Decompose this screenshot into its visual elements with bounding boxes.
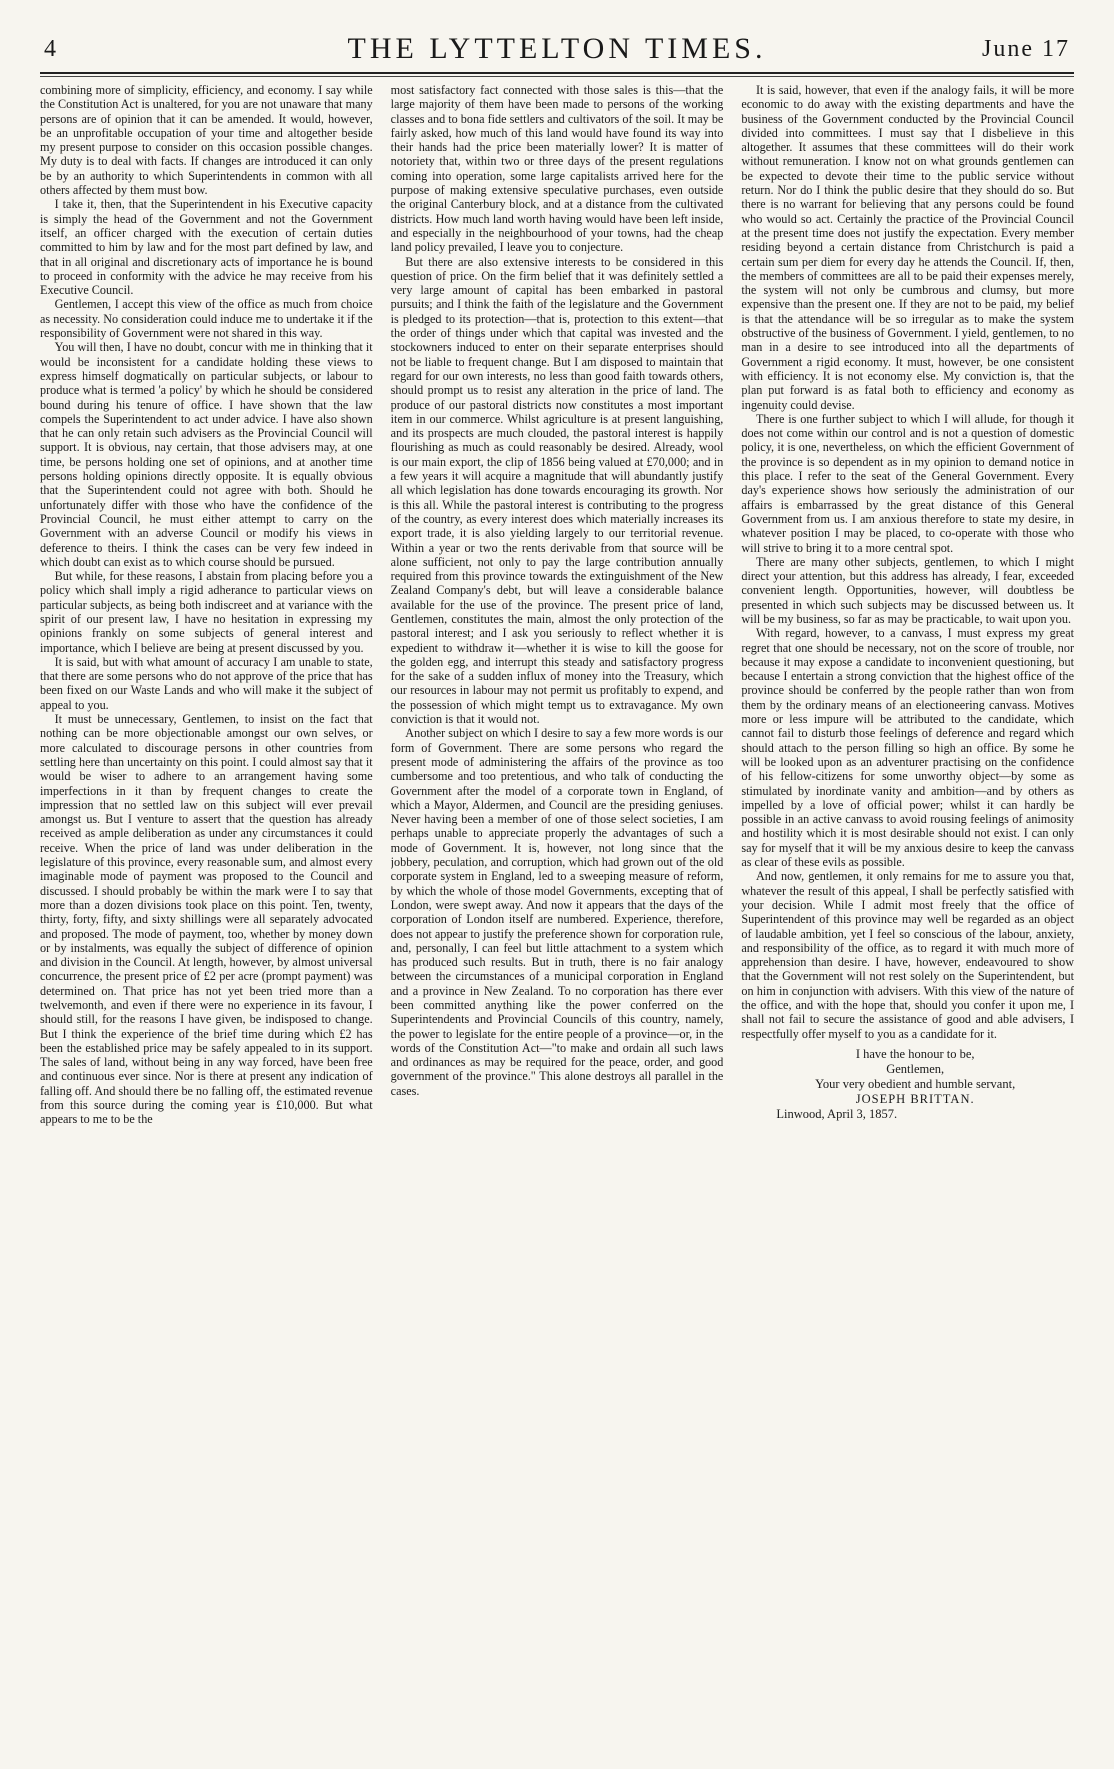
paragraph: most satisfactory fact connected with those sales is this—that the large majority of them have been made to persons of the working classes and to bona fide settlers and cultivators of the soil. It may be fairly asked, how much of this land would have found its way into their hands had the price been materially lower? It is matter of notoriety that, within two or three days of the present regulations coming into operation, some large capitalists arrived here for the purpose of making extensive speculative purchases, even outside the original Canterbury block, and at a distance from the cultivated districts. How much land worth having would have been left inside, and especially in the neighbourhood of your towns, had the cheap land policy prevailed, I leave you to conjecture. <box>390 83 724 255</box>
paragraph: But there are also extensive interests to be considered in this question of price. On the firm belief that it was definitely settled a very large amount of capital has been embarked in pastoral pursuits; and I think the faith of the legislature and the Government is pledged to its protection—that is, protection to this extent—that the order of things under which that capital was invested and the stockowners induced to enter on their separate enterprises should not be liable to frequent change. But I am disposed to maintain that regard for our own interests, no less than good faith towards others, should prompt us to resist any alteration in the price of land. The produce of our pastoral districts now constitutes a most important item in our commerce. Whilst agriculture is at present languishing, and its prospects are much clouded, the pastoral interest is happily flourishing as much as could reasonably be desired. Already, wool is our main export, the clip of 1856 being valued at £70,000; and in a few years it will acquire a magnitude that will abundantly justify all which legislation has done towards encouraging its growth. Nor is this all. While the pastoral interest is contributing to the progress of the country, as every interest does which materially increases its export trade, it is also yielding largely to our territorial revenue. Within a year or two the rents derivable from that source will be alone sufficient, not only to pay the large contribution annually required from this province towards the extinguishment of the New Zealand Company's debt, but will leave a considerable balance available for the use of the province. The present price of land, Gentlemen, constitutes the main, almost the only protection of the pastoral interest; and I ask you seriously to reflect whether it is expedient to withdraw it—whether it is wise to kill the goose for the golden egg, and interrupt this steady and satisfactory progress for the sake of a sudden influx of money into the Treasury, which our resources in labour may not permit us profitably to expend, and the possession of which might tempt us to extravagance. My own conviction is that it would not. <box>390 254 724 727</box>
closing-salutation: Gentlemen, <box>886 1061 945 1076</box>
paragraph: It is said, but with what amount of accuracy I am unable to state, that there are some persons who do not approve of the price that has been fixed on our Waste Lands and who will make it the subject of appeal to you. <box>40 654 373 712</box>
signatory-name: JOSEPH BRITTAN. <box>855 1091 975 1106</box>
closing-line: I have the honour to be, <box>855 1046 975 1061</box>
place-date: Linwood, April 3, 1857. <box>776 1106 898 1121</box>
paragraph: combining more of simplicity, efficiency, and economy. I say while the Constitution Act is unaltered, for you are not unaware that many persons are of opinion that it can be amended. It would, however, be an unprofitable occupation of your time and altogether beside my present purpose to consider on this occasion possible changes. My duty is to deal with facts. If changes are introduced it can only be by an authority to which Superintendents in common with all others affected by them must bow. <box>40 83 373 198</box>
paragraph: Gentlemen, I accept this view of the office as much from choice as necessity. No consideration could induce me to undertake it if the responsibility of Government were not shared in this way. <box>40 297 373 341</box>
paragraph: But while, for these reasons, I abstain from placing before you a policy which shall imply a rigid adherance to particular views on particular subjects, as being both indiscreet and at variance with the spirit of our present law, I have no hesitation in expressing my opinions frankly on some subjects of general interest and importance, which I believe are being at present discussed by you. <box>40 569 373 655</box>
header-rule <box>40 72 1074 77</box>
column-1 <box>40 83 373 1753</box>
closing-servant-line: Your very obedient and humble servant, <box>815 1076 1016 1091</box>
signature-block <box>741 1047 1074 1121</box>
masthead-title: THE LYTTELTON TIMES. <box>347 32 767 65</box>
paragraph: There is one further subject to which I will allude, for though it does not come within our control and is not a question of domestic policy, it is one, nevertheless, on which the efficient Government of the province is so dependent as in my opinion to demand notice in this place. I refer to the seat of the General Government. Every day's experience shows how seriously the administration of our affairs is embarrassed by the great distance of this General Government from us. I am anxious therefore to state my desire, in whatever position I may be placed, to co-operate with those who will strive to bring it to a more central spot. <box>741 411 1075 555</box>
issue-date: June 17 <box>982 36 1070 62</box>
paragraph: You will then, I have no doubt, concur with me in thinking that it would be inconsistent for a candidate holding these views to express himself dogmatically on particular subjects, or labour to produce what is termed 'a policy' by which he should be considered bound during his tenure of office. I have shown that the law compels the Superintendent to act under advice. I have also shown that he can only retain such advisers as the Provincial Council will support. It is obvious, nay certain, that those advisers may, at one time, be persons holding one set of opinions, and at another time persons holding opinions directly opposite. It is equally obvious that the Superintendent could not agree with both. Should he unfortunately differ with those who have the confidence of the Provincial Council, he must either attempt to carry on the Government with an adverse Council or modify his views in deference to theirs. I think the cases can be very few indeed in which doubt can exist as to which course should be pursued. <box>40 340 373 569</box>
paragraph: Another subject on which I desire to say a few more words is our form of Government. There are some persons who regard the present mode of administering the affairs of the province as too cumbersome and too pretentious, and who talk of conducting the Government after the model of a corporate town in England, of which a Mayor, Aldermen, and Council are the presiding geniuses. Never having been a member of one of those select societies, I am perhaps unable to appreciate properly the advantages of such a mode of Government. It is, however, not long since that the jobbery, peculation, and corruption, which had grown out of the old corporate system in England, led to a sweeping measure of reform, by which the whole of those model Governments, excepting that of London, were swept away. And now it appears that the days of the corporation of London itself are numbered. Experience, therefore, does not appear to justify the preference shown for corporation rule, and, personally, I can feel but little attachment to a system which has produced such results. But in truth, there is no fair analogy between the circumstances of a municipal corporation in England and a province in New Zealand. To no corporation has there ever been committed anything like the power conferred on the Superintendents and Provincial Councils of this country, namely, the power to legislate for the entire people of a province—or, in the words of the Constitution Act—"to make and ordain all such laws and ordinances as may be required for the peace, order, and good government of the province." This alone destroys all parallel in the cases. <box>390 726 724 1098</box>
paragraph: I take it, then, that the Superintendent in his Executive capacity is simply the head of the Government and not the Government itself, an officer charged with the execution of certain duties committed to him by law and for the most part defined by law, and that in all original and discretionary acts of importance he is bound to proceed in conformity with the advice he may receive from his Executive Council. <box>40 197 373 298</box>
column-3 <box>741 83 1074 1753</box>
article-columns <box>40 83 1074 1753</box>
paragraph: It is said, however, that even if the analogy fails, it will be more economic to do away with the existing departments and have the business of the Government conducted by the Provincial Council divided into committees. I must say that I disbelieve in this altogether. It assumes that these committees will do their work without remuneration. I know not on what grounds gentlemen can be expected to devote their time to the public service without return. Nor do I think the public desire that they should do so. But there is no warrant for believing that any persons could be found who would so act. Certainly the practice of the Provincial Council at the present time does not justify the expectation. Every member residing beyond a certain distance from Christchurch is paid a certain sum per diem for every day he attends the Council. If, then, the members of committees are all to be paid their expenses merely, the system will not only be cumbrous and clumsy, but more expensive than the present one. If they are not to be paid, my belief is that the attendance will be so irregular as to make the system obstructive of the business of Government. I yield, gentlemen, to no man in a desire to see introduced into all the departments of Government a rigid economy. It must, however, be one consistent with efficiency. It is not economy else. My conviction is, that the plan put forward is as fatal both to efficiency and economy as ingenuity could devise. <box>741 83 1075 412</box>
paragraph: With regard, however, to a canvass, I must express my great regret that one should be necessary, not on the score of trouble, nor because it may expose a candidate to inconvenient questioning, but because I entertain a strong conviction that the highest office of the province should be conferred by the people rather than won from them by the ordinary means of an electioneering canvass. Motives more or less impure will be attributed to the candidate, which cannot fail to disturb those feelings of deference and regard which should attach to the person filling so high an office. By some he will be looked upon as an adventurer practising on the confidence of his fellow-citizens for some unworthy object—by some as stimulated by inordinate vanity and ambition—and by others as impelled by a love of official power; whilst it can hardly be possible in an active canvass to avoid rousing feelings of animosity and hostility which it is most desirable should not exist. I can only say for myself that it will be my anxious desire to keep the canvass as clear of these evils as possible. <box>741 626 1075 870</box>
page-header <box>40 30 1074 70</box>
paragraph: There are many other subjects, gentlemen, to which I might direct your attention, but this address has already, I fear, exceeded convenient length. Opportunities, however, will doubtless be presented in which such subjects may be discussed between us. It will be my business, so far as may be practicable, to wait upon you. <box>741 554 1075 626</box>
column-2 <box>391 83 724 1753</box>
paragraph: And now, gentlemen, it only remains for me to assure you that, whatever the result of this appeal, I shall be perfectly satisfied with your decision. While I admit most freely that the office of Superintendent of this province may well be regarded as an object of laudable ambition, yet I feel so conscious of the labour, anxiety, and responsibility of the office, as to regard it with much more of apprehension than desire. I have, however, endeavoured to show that the Government will not rest solely on the Superintendent, but on him in conjunction with advisers. With this view of the nature of the office, and with the hope that, should you confer it upon me, I shall not fail to secure the assistance of good and able advisers, I respectfully offer myself to you as a candidate for it. <box>741 869 1075 1041</box>
page-number: 4 <box>44 36 56 62</box>
paragraph: It must be unnecessary, Gentlemen, to insist on the fact that nothing can be more objectionable amongst our own selves, or more calculated to discourage persons in other countries from settling here than uncertainty on this point. I could almost say that it would be wiser to adhere to an arrangement having some imperfections in it than by frequent changes to create the impression that no settled law on this subject will ever prevail amongst us. But I venture to assert that the question has already received as ample deliberation as under any circumstances it could receive. When the price of land was under deliberation in the legislature of this province, every reasonable sum, and almost every imaginable mode of payment was proposed to the Council and discussed. I should probably be within the mark were I to say that more than a dozen divisions took place on this point. Ten, twenty, thirty, forty, fifty, and sixty shillings were all separately advocated and proposed. The mode of payment, too, whether by money down or by instalments, was equally the subject of difference of opinion and division in the Council. At length, however, by almost universal concurrence, the present price of £2 per acre (prompt payment) was determined on. That price has not yet been tried more than a twelvemonth, and even if there were no experience in its favour, I should still, for the reasons I have given, be indisposed to change. But I think the experience of the brief time during which £2 has been the established price may be safely appealed to in its support. The sales of land, without being in any way forced, have been free and continuous ever since. Nor is there at present any indication of falling off. And should there be no falling off, the estimated revenue from this source during the coming year is £10,000. But what appears to me to be the <box>40 712 373 1127</box>
